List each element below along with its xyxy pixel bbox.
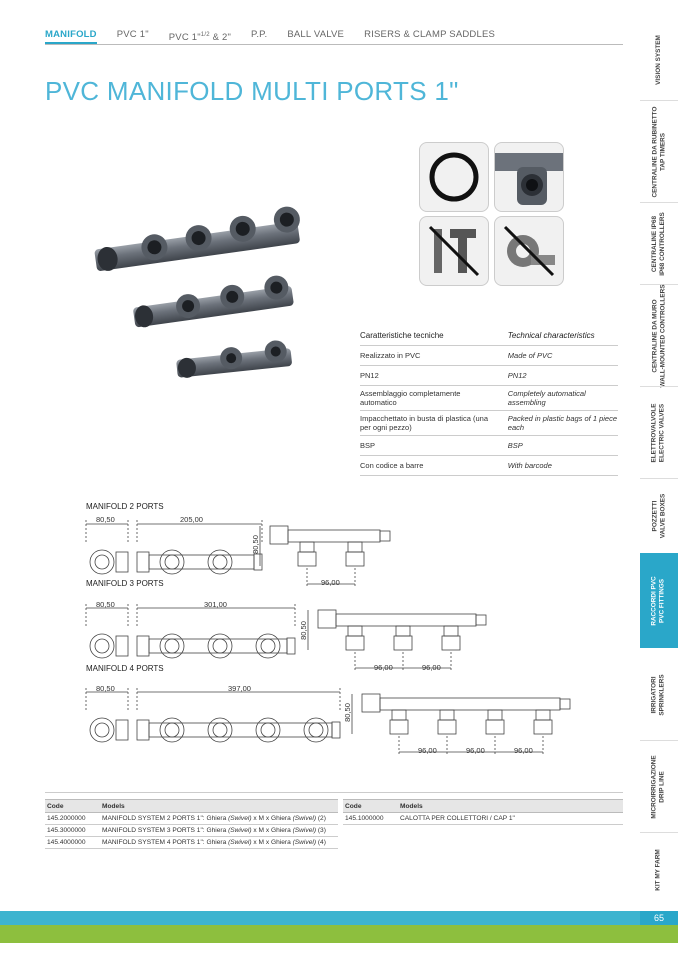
dim-m3-h: 80,50 <box>298 621 308 640</box>
swivel-text: (Swivel) <box>228 839 252 846</box>
table-header <box>343 799 623 813</box>
dim-m2-d2: 205,00 <box>180 515 203 524</box>
sidebar-tab-wall-mounted[interactable] <box>640 286 678 386</box>
divider <box>45 792 623 793</box>
no-tools-icon <box>420 217 488 285</box>
table-row <box>45 825 338 837</box>
spec-row <box>360 411 618 436</box>
nav-tab-pp[interactable]: P.P. <box>251 29 268 40</box>
sidebar-tab-label-it: CENTRALINE DA RUBINETTO <box>651 106 659 198</box>
cell-model <box>102 815 326 822</box>
model-text: x M x Ghiera <box>251 827 293 834</box>
spec-row <box>360 366 618 386</box>
sidebar-tab-label-en: IP68 CONTROLLERS <box>659 212 666 276</box>
spec-en: With barcode <box>507 461 552 470</box>
swivel-text: (Swivel) <box>228 827 252 834</box>
model-count: (2) <box>316 815 326 822</box>
nav-tab-pvc-1-half-2-label: PVC 1" <box>168 32 201 44</box>
section-sidebar <box>640 0 678 920</box>
spec-it: PN12 <box>360 371 379 380</box>
manifold-3-photo <box>131 274 294 329</box>
no-tools-thumbnail <box>419 216 489 286</box>
manifold-4-side-drawing <box>352 694 570 756</box>
manifold-4-photo <box>92 205 303 273</box>
sidebar-tab-electric-valves[interactable] <box>640 388 678 478</box>
cell-code: 145.4000000 <box>47 839 86 846</box>
manifold-4-label: MANIFOLD 4 PORTS <box>86 664 164 673</box>
model-text: MANIFOLD SYSTEM 3 PORTS 1": Ghiera <box>102 827 229 834</box>
sidebar-tab-vision[interactable] <box>640 20 678 100</box>
sidebar-tab-label-en: VALVE BOXES <box>659 493 667 539</box>
spec-it: Realizzato in PVC <box>360 351 421 360</box>
dim-m2-h: 80,50 <box>250 535 260 554</box>
swivel-text: (Swivel) <box>228 815 252 822</box>
model-count: (4) <box>316 839 326 846</box>
manifold-product-photo <box>80 200 310 400</box>
cell-code: 145.2000000 <box>47 815 86 822</box>
cell-model: CALOTTA PER COLLETTORI / CAP 1" <box>400 815 515 822</box>
dim-m4-p3: 96,00 <box>514 746 533 755</box>
spec-en: BSP <box>507 441 523 450</box>
sidebar-tab-tap-timers[interactable] <box>640 102 678 202</box>
spec-row <box>360 346 618 366</box>
swivel-text: (Swivel) <box>292 827 317 834</box>
dim-m3-p1: 96,00 <box>374 663 393 672</box>
model-text: x M x Ghiera <box>251 815 293 822</box>
dim-m2-d1: 80,50 <box>96 515 115 524</box>
sidebar-tab-label-en: WALL-MOUNTED CONTROLLERS <box>659 284 667 388</box>
no-teflon-tape-icon <box>495 217 563 285</box>
spec-row <box>360 456 618 476</box>
dim-m2-p1: 96,00 <box>321 578 340 587</box>
dim-m4-p1: 96,00 <box>418 746 437 755</box>
fitting-closeup-icon <box>495 143 563 211</box>
spec-it: BSP <box>360 441 376 450</box>
sidebar-tab-label-en: DRIP LINE <box>659 771 667 803</box>
spec-header-row <box>360 326 618 346</box>
col-models: Models <box>400 802 423 810</box>
fitting-detail-thumbnail <box>494 142 564 212</box>
no-teflon-thumbnail <box>494 216 564 286</box>
sidebar-tab-label-it: CENTRALINE DA MURO <box>651 299 659 373</box>
dim-m4-d1: 80,50 <box>96 684 115 693</box>
spec-it: Assemblaggio completamente automatico <box>360 389 461 407</box>
manifold-3-side-drawing <box>308 610 486 672</box>
manifold-2-photo <box>175 339 292 379</box>
models-table-right <box>343 799 623 825</box>
oring-icon <box>420 143 488 211</box>
sidebar-tab-kit-my-farm[interactable] <box>640 834 678 906</box>
sidebar-tab-label-en: TAP TIMERS <box>659 132 667 172</box>
model-text: x M x Ghiera <box>251 839 293 846</box>
sidebar-tab-sprinklers[interactable] <box>640 650 678 740</box>
nav-tab-manifold[interactable]: MANIFOLD <box>45 28 97 44</box>
footer-bar-blue <box>0 911 678 925</box>
swivel-text: (Swivel) <box>292 815 317 822</box>
col-code: Code <box>47 802 64 810</box>
sidebar-tab-pvc-fittings[interactable] <box>640 553 678 648</box>
dim-m3-p2: 96,00 <box>422 663 441 672</box>
cell-code: 145.3000000 <box>47 827 86 834</box>
sidebar-tab-label: KIT MY FARM <box>655 849 663 891</box>
sidebar-tab-label-it: RACCORDI PVC <box>651 575 659 626</box>
cell-model <box>102 827 326 834</box>
spec-en: Made of PVC <box>507 351 553 360</box>
sidebar-tab-label-en: SPRINKLERS <box>659 674 667 716</box>
manifold-4-front-drawing <box>86 688 340 742</box>
sidebar-tab-label-it: MICROIRRIGAZIONE <box>651 755 659 819</box>
footer-bar-green <box>0 925 678 943</box>
spec-en: Packed in plastic bags of 1 piece each <box>507 414 618 432</box>
table-header <box>45 799 338 813</box>
sidebar-tab-label-it: CENTRALINE IP68 <box>651 215 658 273</box>
manifold-2-front-drawing <box>86 520 262 574</box>
spec-header-en: Technical characteristics <box>507 331 595 340</box>
cell-model <box>102 839 326 846</box>
sidebar-tab-label-it: POZZETTI <box>651 500 659 532</box>
spec-en: PN12 <box>507 371 527 380</box>
nav-tab-risers[interactable]: RISERS & CLAMP SADDLES <box>364 29 496 40</box>
spec-it: Con codice a barre <box>360 461 424 470</box>
table-row <box>45 813 338 825</box>
sidebar-tab-drip-line[interactable] <box>640 742 678 832</box>
dim-m4-p2: 96,00 <box>466 746 485 755</box>
sidebar-tab-valve-boxes[interactable] <box>640 480 678 552</box>
sidebar-tab-label-it: ELETTROVALVOLE <box>651 403 658 463</box>
category-nav <box>45 28 623 45</box>
nav-tab-ball-valve[interactable]: BALL VALVE <box>287 29 345 40</box>
cell-code: 145.1000000 <box>345 815 384 822</box>
manifold-3-front-drawing <box>86 604 295 658</box>
technical-drawings <box>80 512 620 762</box>
nav-tab-pvc-2-suffix: & 2" <box>209 32 232 44</box>
nav-tab-sup: 1/2 <box>200 32 210 38</box>
manifold-3-label: MANIFOLD 3 PORTS <box>86 579 164 588</box>
page-number: 65 <box>640 911 678 925</box>
sidebar-tab-ip68[interactable] <box>640 204 678 284</box>
spec-row <box>360 436 618 456</box>
oring-thumbnail <box>419 142 489 212</box>
table-row <box>45 837 338 849</box>
dim-m4-h: 80,50 <box>342 703 352 722</box>
dim-m3-d2: 301,00 <box>204 600 227 609</box>
model-text: MANIFOLD SYSTEM 2 PORTS 1": Ghiera <box>102 815 229 822</box>
dim-m3-d1: 80,50 <box>96 600 115 609</box>
swivel-text: (Swivel) <box>292 839 317 846</box>
col-models: Models <box>102 802 125 810</box>
nav-tab-pvc-1-half-2[interactable] <box>169 28 231 44</box>
spec-it: Impacchettato in busta di plastica (una per ogni pezzo) <box>360 414 488 432</box>
model-text: MANIFOLD SYSTEM 4 PORTS 1": Ghiera <box>102 839 229 846</box>
manifold-2-label: MANIFOLD 2 PORTS <box>86 502 164 511</box>
sidebar-tab-label-it: IRRIGATORI <box>651 676 659 714</box>
col-code: Code <box>345 802 362 810</box>
table-row <box>343 813 623 825</box>
sidebar-tab-label-en: PVC FITTINGS <box>659 578 667 623</box>
sidebar-tab-label: VISION SYSTEM <box>655 35 662 85</box>
dim-m4-d2: 397,00 <box>228 684 251 693</box>
page-title: PVC MANIFOLD MULTI PORTS 1" <box>45 76 459 106</box>
technical-characteristics-table <box>360 326 618 476</box>
sidebar-tab-label-en: ELECTRIC VALVES <box>659 403 666 463</box>
models-table-left <box>45 799 338 849</box>
model-count: (3) <box>316 827 326 834</box>
spec-row <box>360 386 618 411</box>
spec-en: Completely automatical assembling <box>507 389 586 407</box>
nav-tab-pvc-1[interactable]: PVC 1" <box>116 29 149 40</box>
spec-header-it: Caratteristiche tecniche <box>360 331 444 340</box>
